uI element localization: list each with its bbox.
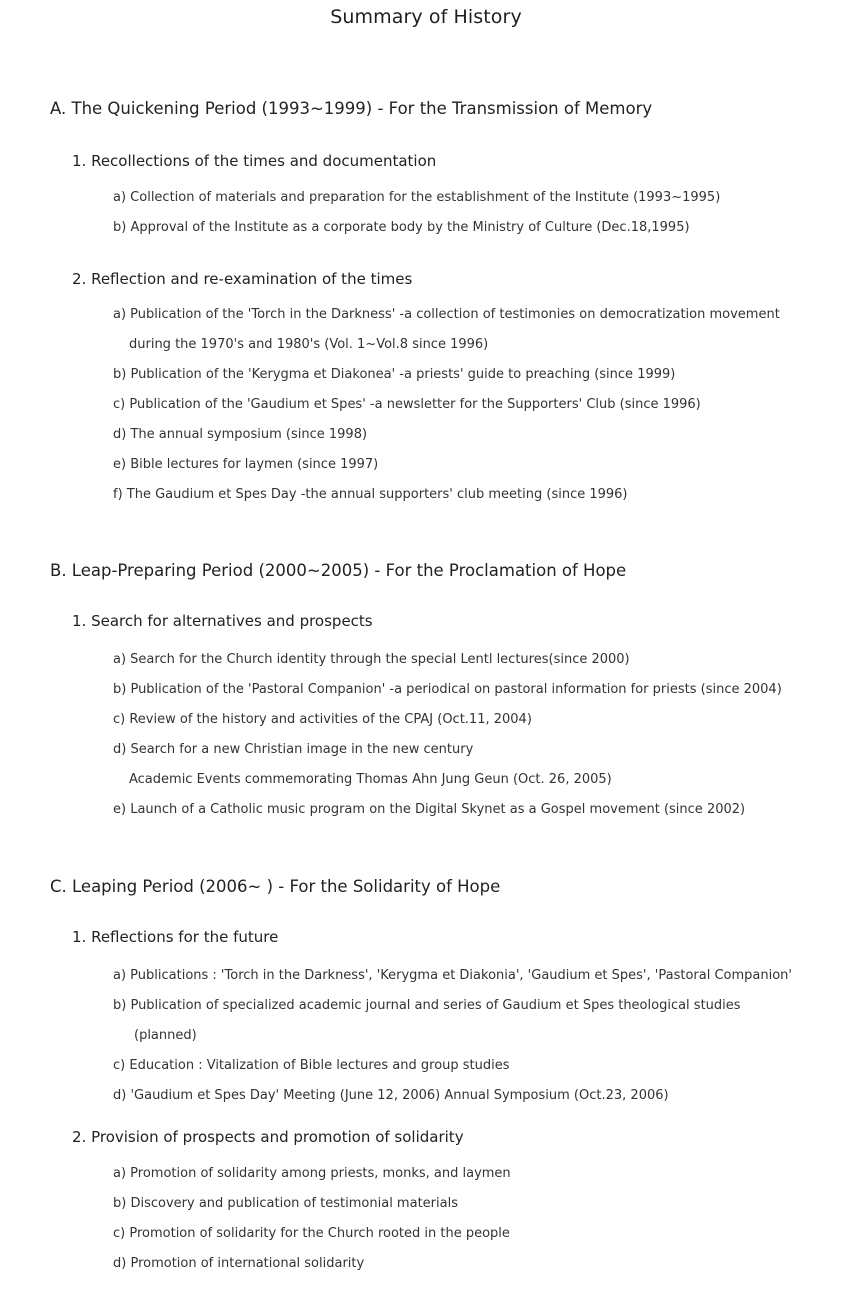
- list-item: a) Search for the Church identity through the special Lentl lectures(since 2000): [113, 652, 630, 667]
- list-item: c) Promotion of solidarity for the Church rooted in the people: [113, 1226, 510, 1241]
- subsection-heading: 2. Reflection and re-examination of the times: [72, 270, 413, 288]
- list-item: b) Publication of specialized academic journal and series of Gaudium et Spes theological studies: [113, 998, 741, 1013]
- list-item: c) Publication of the 'Gaudium et Spes' -a newsletter for the Supporters' Club (since 1996): [113, 397, 701, 412]
- list-item: b) Publication of the 'Kerygma et Diakonea' -a priests' guide to preaching (since 1999): [113, 367, 676, 382]
- list-item: d) 'Gaudium et Spes Day' Meeting (June 12, 2006) Annual Symposium (Oct.23, 2006): [113, 1088, 669, 1103]
- subsection-heading: 1. Recollections of the times and documentation: [72, 152, 437, 170]
- list-item: a) Publication of the 'Torch in the Darkness' -a collection of testimonies on democratization movement: [113, 307, 780, 322]
- list-item-continuation: (planned): [134, 1028, 197, 1043]
- list-item-continuation: during the 1970's and 1980's (Vol. 1~Vol.8 since 1996): [129, 337, 489, 352]
- section-heading: B. Leap-Preparing Period (2000~2005) - For the Proclamation of Hope: [50, 561, 627, 580]
- subsection-heading: 1. Search for alternatives and prospects: [72, 612, 373, 630]
- list-item: e) Launch of a Catholic music program on the Digital Skynet as a Gospel movement (since 2002): [113, 802, 746, 817]
- list-item: c) Review of the history and activities of the CPAJ (Oct.11, 2004): [113, 712, 532, 727]
- list-item: b) Discovery and publication of testimonial materials: [113, 1196, 458, 1211]
- list-item: a) Promotion of solidarity among priests, monks, and laymen: [113, 1166, 511, 1181]
- list-item: a) Publications : 'Torch in the Darkness', 'Kerygma et Diakonia', 'Gaudium et Spes', 'Pastoral Companion': [113, 968, 792, 983]
- list-item: d) Promotion of international solidarity: [113, 1256, 365, 1271]
- list-item: d) The annual symposium (since 1998): [113, 427, 368, 442]
- subsection-heading: 1. Reflections for the future: [72, 928, 279, 946]
- page-title: Summary of History: [330, 6, 522, 28]
- list-item: b) Publication of the 'Pastoral Companion' -a periodical on pastoral information for priests (since 2004): [113, 682, 782, 697]
- list-item: c) Education : Vitalization of Bible lectures and group studies: [113, 1058, 510, 1073]
- list-item: e) Bible lectures for laymen (since 1997): [113, 457, 379, 472]
- section-heading: A. The Quickening Period (1993~1999) - For the Transmission of Memory: [50, 99, 653, 118]
- section-heading: C. Leaping Period (2006~ ) - For the Solidarity of Hope: [50, 877, 501, 896]
- list-item-continuation: Academic Events commemorating Thomas Ahn Jung Geun (Oct. 26, 2005): [129, 772, 612, 787]
- list-item: f) The Gaudium et Spes Day -the annual supporters' club meeting (since 1996): [113, 487, 628, 502]
- list-item: b) Approval of the Institute as a corporate body by the Ministry of Culture (Dec.18,1995): [113, 220, 690, 235]
- subsection-heading: 2. Provision of prospects and promotion of solidarity: [72, 1128, 464, 1146]
- list-item: d) Search for a new Christian image in the new century: [113, 742, 474, 757]
- list-item: a) Collection of materials and preparation for the establishment of the Institute (1993~1995): [113, 190, 721, 205]
